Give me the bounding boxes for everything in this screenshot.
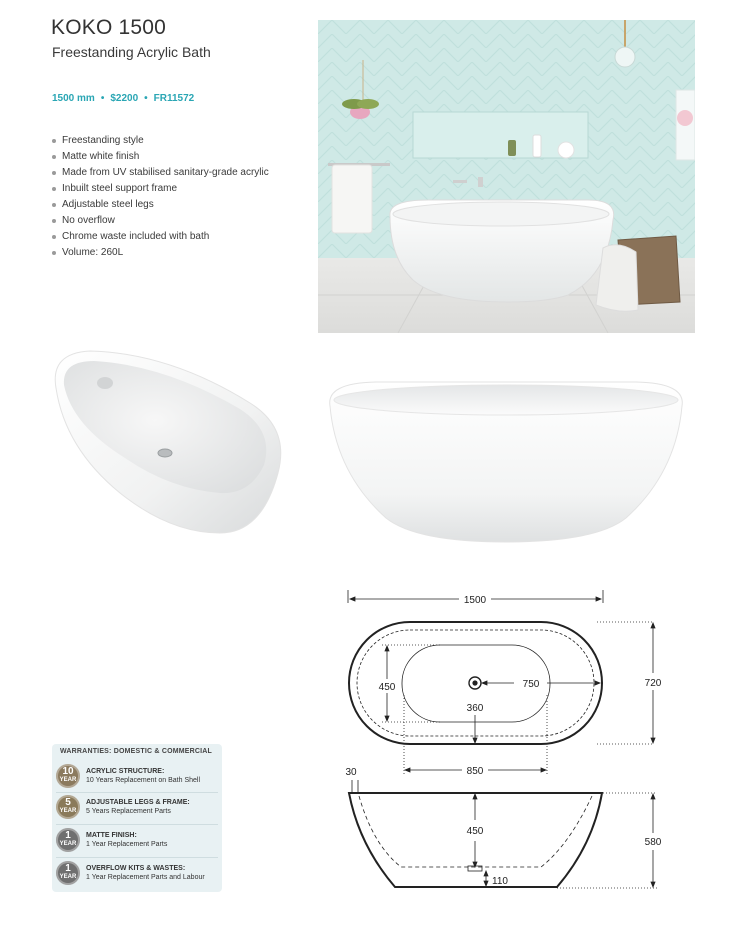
dim-drain-depth: 360: [466, 703, 484, 714]
spec-code: FR11572: [153, 93, 195, 104]
warranty-title: MATTE FINISH:: [86, 832, 137, 839]
warranty-badge-icon: 1 YEAR: [56, 861, 80, 885]
feature-item: Made from UV stabilised sanitary-grade acrylic: [52, 165, 269, 181]
dim-length: 1500: [463, 595, 487, 606]
warranty-title: ADJUSTABLE LEGS & FRAME:: [86, 799, 190, 806]
dim-depth: 450: [466, 826, 484, 837]
dim-inner-length: 850: [466, 766, 484, 777]
warranty-heading: WARRANTIES: DOMESTIC & COMMERCIAL: [60, 748, 213, 755]
warranty-item: [56, 764, 222, 790]
dim-width: 720: [644, 678, 662, 689]
dim-height: 580: [644, 837, 662, 848]
product-subtitle: Freestanding Acrylic Bath: [52, 44, 211, 60]
dim-drain-offset: 750: [522, 679, 540, 690]
product-specs: 1500 mm • $2200 • FR11572: [52, 93, 195, 104]
warranty-title: OVERFLOW KITS & WASTES:: [86, 865, 186, 872]
warranty-badge-icon: 1 YEAR: [56, 828, 80, 852]
feature-list: [52, 133, 269, 261]
feature-item: Chrome waste included with bath: [52, 229, 269, 245]
warranty-item: [56, 828, 222, 854]
feature-item: Adjustable steel legs: [52, 197, 269, 213]
product-title: KOKO 1500: [51, 16, 167, 39]
warranty-badge-icon: 5 YEAR: [56, 795, 80, 819]
warranty-panel: [52, 744, 222, 892]
warranty-detail: 1 Year Replacement Parts and Labour: [86, 874, 205, 881]
dim-rim: 30: [345, 767, 357, 778]
bathroom-photo: [318, 20, 695, 333]
divider: [56, 792, 218, 793]
bathroom-illustration: [318, 20, 695, 333]
dim-inner-width: 450: [378, 682, 396, 693]
spec-price: $2200: [110, 93, 139, 104]
feature-item: Inbuilt steel support frame: [52, 181, 269, 197]
warranty-title: ACRYLIC STRUCTURE:: [86, 768, 165, 775]
divider: [56, 824, 218, 825]
feature-item: Volume: 260L: [52, 245, 269, 261]
warranty-detail: 5 Years Replacement Parts: [86, 808, 171, 815]
spec-size: 1500 mm: [52, 93, 95, 104]
tub-angle-image: [50, 343, 285, 538]
warranty-badge-icon: 10 YEAR: [56, 764, 80, 788]
divider: [56, 857, 218, 858]
dim-base: 110: [492, 876, 508, 887]
warranty-detail: 10 Years Replacement on Bath Shell: [86, 777, 201, 784]
warranty-item: [56, 861, 222, 887]
feature-item: Freestanding style: [52, 133, 269, 149]
warranty-item: [56, 795, 222, 821]
tub-side-image: [326, 378, 686, 543]
technical-diagram: [335, 585, 680, 895]
feature-item: Matte white finish: [52, 149, 269, 165]
feature-item: No overflow: [52, 213, 269, 229]
warranty-detail: 1 Year Replacement Parts: [86, 841, 168, 848]
